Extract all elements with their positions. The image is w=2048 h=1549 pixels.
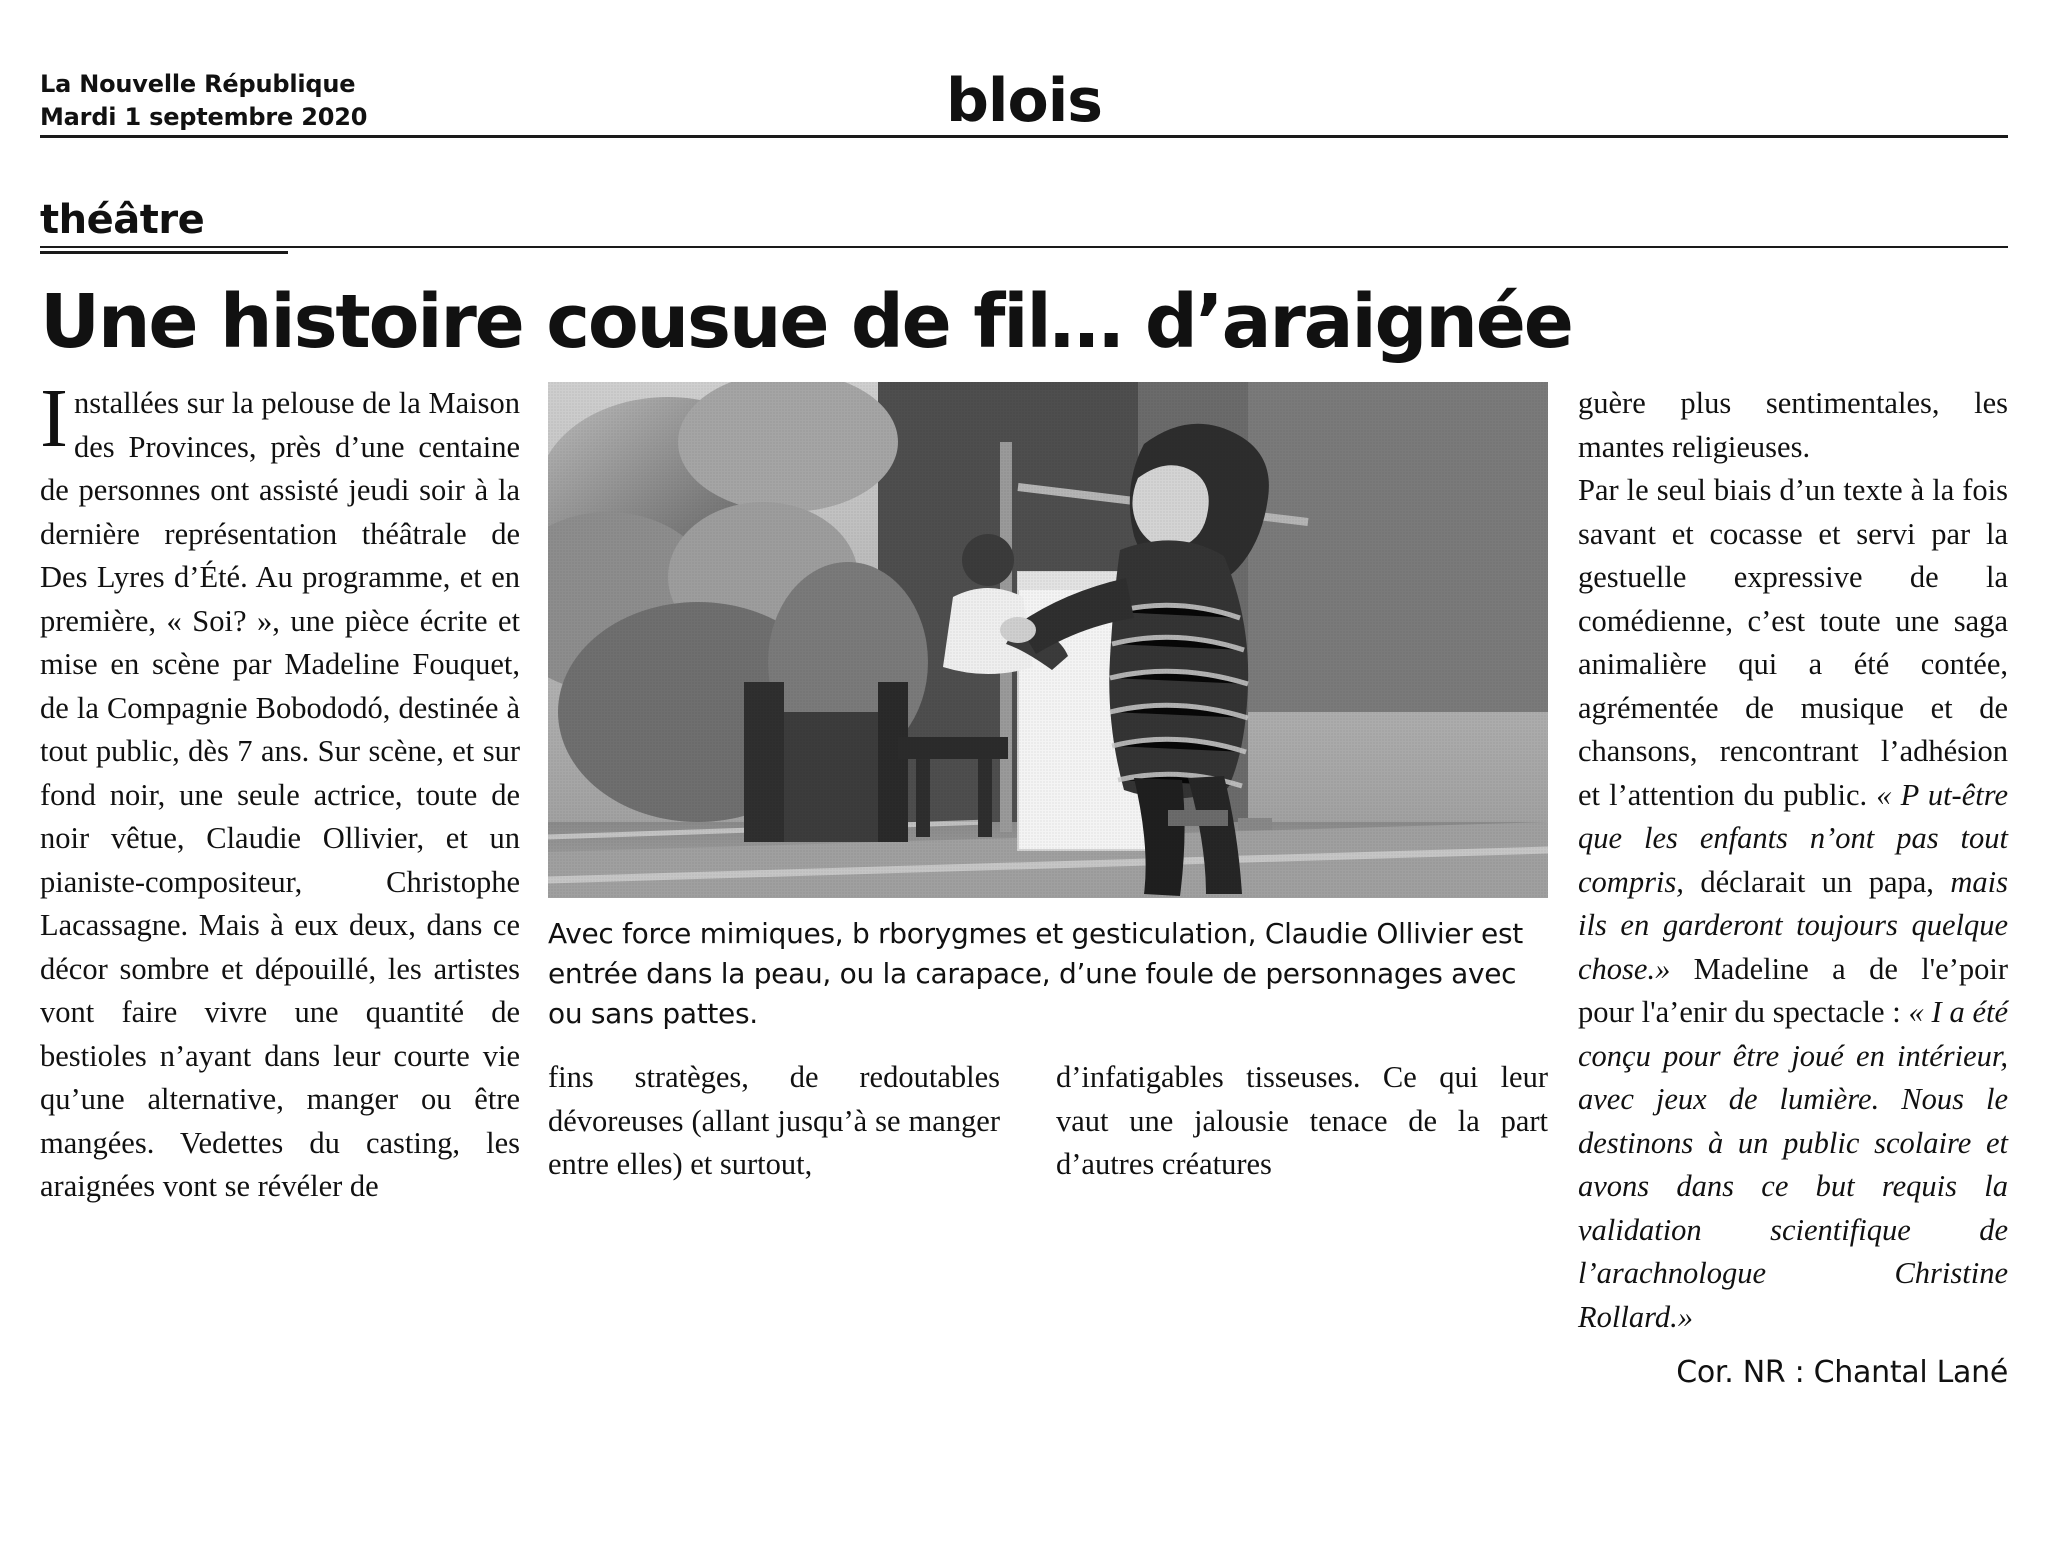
right-paragraph-2-text: Par le seul biais d’un texte à la fois savant et cocasse et servi par la gestuelle expressive de la comédienne, c’est toute une saga animalière qui a été contée, agrémentée de musique et de chansons, rencontrant l’adhésion et l’attention du public. <box>1578 473 2008 812</box>
kicker-rule <box>40 246 2008 248</box>
photo-caption: Avec force mimiques, b rborygmes et gesticulation, Claudie Ollivier est entrée dans la peau, ou la carapace, d’une foule de personnages avec ou sans pattes. <box>548 917 1523 1030</box>
article-body <box>40 372 2008 1393</box>
column-lower-left <box>548 1056 1048 1187</box>
section-kicker: théâtre <box>40 196 222 244</box>
right-paragraph-2 <box>1578 469 2008 1339</box>
lower-right-paragraph: d’infatigables tisseuses. Ce qui leur vaut une jalousie tenace de la part d’autres créatures <box>1056 1060 1548 1181</box>
right-paragraph-1: guère plus sentimentales, les mantes religieuses. <box>1578 386 2008 464</box>
article-byline: Cor. NR : Chantal Lané <box>1676 1355 2008 1390</box>
column-lower-right <box>1048 1056 1548 1187</box>
quote-1-attribution: déclarait un papa, <box>1683 864 1951 899</box>
publication-date: Mardi 1 septembre 2020 <box>40 103 368 131</box>
kicker-underline <box>40 251 288 254</box>
column-left <box>40 372 548 1209</box>
right-paragraph-3-text: Madeline a de l'e’poir pour l'a’enir du spectacle : <box>1578 951 2008 1029</box>
section-kicker-row <box>40 196 2008 254</box>
quote-2-italic: « I a été conçu pour être joué en intérieur, avec jeux de lumière. Nous le destinons à un public scolaire et avons dans ce but requis la validation scientifique de l’arachnologue Christine Rollard.» <box>1578 995 2008 1334</box>
lead-paragraph: Installées sur la pelouse de la Maison des Provinces, près d’une centaine de personnes ont assisté jeudi soir à la dernière représentation théâtrale de Des Lyres d’Été. Au programme, et en première, « Soi? », une pièce écrite et mise en scène par Madeline Fouquet, de la Compagnie Bobododó, destinée à tout public, dès 7 ans. Sur scène, et sur fond noir, une seule actrice, toute de noir vêtue, Claudie Ollivier, et un pianiste-compositeur, Christophe Lacassagne. Mais à eux deux, dans ce décor sombre et dépouillé, les artistes vont faire vivre une quantité de bestioles n’ayant dans leur courte vie qu’une alternative, manger ou être mangées. Vedettes du casting, les araignées vont se révéler de <box>40 372 520 1203</box>
page-title: Une histoire cousue de fil… d’araignée <box>40 279 1572 365</box>
photo-block <box>548 382 1548 1034</box>
publication-name: La Nouvelle République <box>40 70 356 98</box>
edition-title: blois <box>945 66 1102 136</box>
column-middle <box>548 382 1548 1187</box>
lower-columns <box>548 1056 1548 1187</box>
column-right <box>1548 382 2008 1393</box>
quote-1-italic-cont: mais ils en garderont toujours quelque chose.» <box>1578 864 2008 986</box>
lower-left-paragraph: fins stratèges, de redoutables dévoreuses (allant jusqu’à se manger entre elles) et surtout, <box>548 1060 1000 1181</box>
photo-graphic <box>548 382 1548 898</box>
lead-paragraph-block <box>40 372 520 1209</box>
quote-1-italic: « P ut-être que les enfants n’ont pas tout compris, <box>1578 777 2008 899</box>
right-column-text <box>1578 382 2008 1339</box>
masthead <box>40 0 2008 136</box>
article-photo <box>548 382 1548 898</box>
